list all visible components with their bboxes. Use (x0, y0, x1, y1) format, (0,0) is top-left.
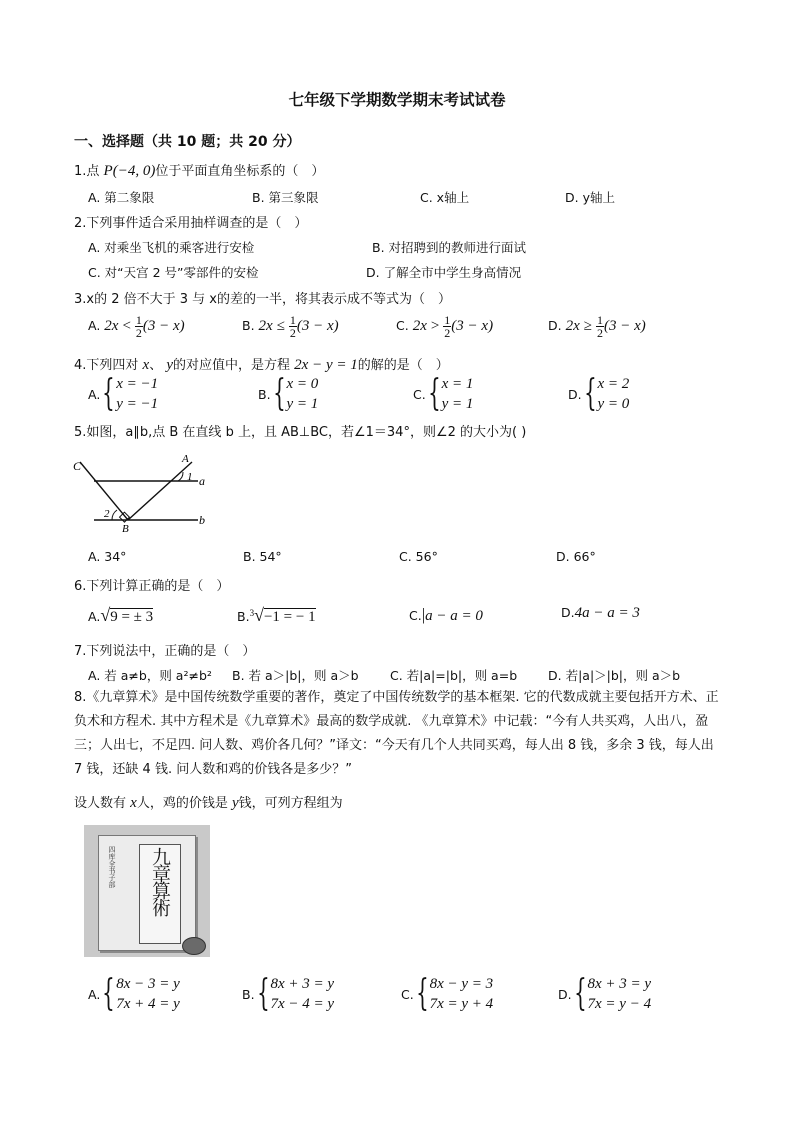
question-8-setup: 设人数有 x人，鸡的价钱是 y钱，可列方程组为 (74, 795, 343, 811)
label-c: C (73, 459, 82, 473)
label-angle-2: 2 (104, 508, 110, 520)
q1-option-d[interactable]: D. y轴上 (565, 190, 615, 205)
angle-2-arc (112, 510, 117, 520)
question-3-stem: 3.x的 2 倍不大于 3 与 x的差的一半，将其表示成不等式为（ ） (74, 292, 451, 307)
book-photo (84, 825, 210, 957)
question-6-stem: 6.下列计算正确的是（ ） (74, 579, 230, 594)
section-heading: 一、选择题（共 10 题；共 20 分） (74, 134, 301, 150)
q5-option-d[interactable]: D. 66° (556, 549, 596, 564)
label-angle-1: 1 (187, 471, 193, 483)
q6-option-b[interactable]: B.$^3$√−1 = − 1 (237, 605, 316, 625)
q7-option-c[interactable]: C. 若|a|=|b|，则 a=b (390, 668, 518, 683)
q4-option-a[interactable]: A. { x = −1 y = −1 (88, 373, 159, 414)
page-title: 七年级下学期数学期末考试试卷 (288, 91, 506, 109)
q4-option-b[interactable]: B. { x = 0 y = 1 (258, 373, 319, 414)
question-8-stem: 8.《九章算术》是中国传统数学重要的著作，奠定了中国传统数学的基本框架. 它的代数成就主要包括开方术、正负术和方程术. 其中方程术是《九章算术》最高的数学成就. 《九章算术》中记载：“今有人共买鸡，人出八，盈三；人出七，不足四. 问人数、鸡价各几何？”译文：“今天有几个人共同买鸡，每人出 8 钱，多余 3 钱，每人出 7 钱，还缺 4 钱. 问人数和鸡的价钱各是多少？” (74, 690, 719, 777)
q3-option-d[interactable]: D. 2x ≥ $\frac{1}{2}$ (3 − x) (548, 313, 646, 340)
q2-option-d[interactable]: D. 了解全市中学生身高情况 (366, 265, 522, 280)
question-1-stem: 1.点 P(−4, 0)位于平面直角坐标系的（ ） (74, 163, 325, 179)
q2-option-b[interactable]: B. 对招聘到的教师进行面试 (372, 240, 527, 255)
q6-option-c[interactable]: C.|a − a = 0 (409, 605, 483, 624)
label-a-line: a (199, 474, 205, 488)
book-cover (98, 835, 196, 951)
label-a-point: A (182, 453, 189, 465)
question-2-stem: 2.下列事件适合采用抽样调查的是（ ） (74, 216, 308, 231)
q7-option-b[interactable]: B. 若 a＞|b|，则 a＞b (232, 668, 359, 683)
q7-option-d[interactable]: D. 若|a|＞|b|，则 a＞b (548, 668, 681, 683)
q2-option-c[interactable]: C. 对“天宫 2 号”零部件的安检 (88, 265, 259, 280)
label-b-line: b (199, 513, 205, 527)
q5-option-c[interactable]: C. 56° (399, 549, 438, 564)
q2-option-a[interactable]: A. 对乘坐飞机的乘客进行安检 (88, 240, 255, 255)
q8-option-c[interactable]: C. { 8x − y = 3 7x = y + 4 (401, 973, 494, 1014)
q5-option-a[interactable]: A. 34° (88, 549, 127, 564)
scroll-roll (182, 937, 206, 955)
q4-option-d[interactable]: D. { x = 2 y = 0 (568, 373, 630, 414)
q5-option-b[interactable]: B. 54° (243, 549, 282, 564)
q8-option-b[interactable]: B. { 8x + 3 = y 7x − 4 = y (242, 973, 335, 1014)
line-ba (128, 462, 192, 520)
book-side-text: 四库全书子部 (108, 846, 116, 888)
question-5-stem: 5.如图，a∥b,点 B 在直线 b 上，且 AB⊥BC，若∠1＝34°，则∠2 的大小为( ) (74, 425, 527, 440)
q6-option-a[interactable]: A.√9 = ± 3 (88, 605, 154, 625)
book-title: 九章算術 (149, 847, 171, 915)
label-b-point: B (122, 523, 129, 532)
q3-option-b[interactable]: B. 2x ≤ $\frac{1}{2}$ (3 − x) (242, 313, 339, 340)
q1-option-b[interactable]: B. 第三象限 (252, 190, 319, 205)
q7-option-a[interactable]: A. 若 a≠b，则 a²≠b² (88, 668, 212, 683)
book-title-label (139, 844, 181, 944)
q8-option-d[interactable]: D. { 8x + 3 = y 7x = y − 4 (558, 973, 652, 1014)
question-7-stem: 7.下列说法中，正确的是（ ） (74, 644, 256, 659)
question-4-stem: 4.下列四对 x、 y的对应值中，是方程 2x − y = 1的解的是（ ） (74, 357, 449, 373)
q1-option-a[interactable]: A. 第二象限 (88, 190, 155, 205)
q3-option-a[interactable]: A. 2x < $\frac{1}{2}$ (3 − x) (88, 313, 185, 340)
parallel-lines-figure (70, 450, 220, 532)
q8-option-a[interactable]: A. { 8x − 3 = y 7x + 4 = y (88, 973, 180, 1014)
q4-option-c[interactable]: C. { x = 1 y = 1 (413, 373, 474, 414)
q3-option-c[interactable]: C. 2x > $\frac{1}{2}$ (3 − x) (396, 313, 494, 340)
q1-option-c[interactable]: C. x轴上 (420, 190, 470, 205)
q6-option-d[interactable]: D.4a − a = 3 (561, 605, 640, 621)
